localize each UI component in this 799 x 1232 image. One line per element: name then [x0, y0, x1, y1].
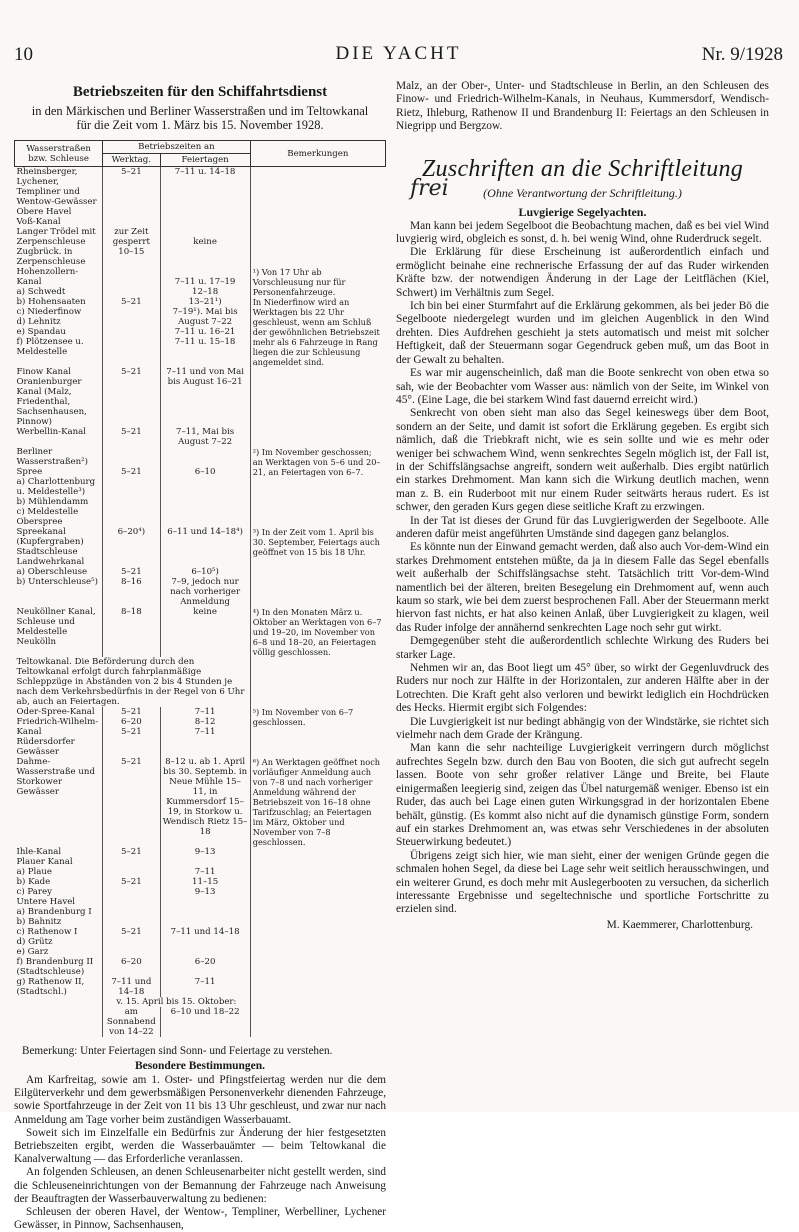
waterway-cell: Spreekanal (Kupfergraben) Stadtschleuse: [16, 527, 84, 557]
remarks-cell: [250, 847, 385, 857]
table-row: [15, 657, 386, 707]
remarks-cell: [250, 367, 385, 427]
col-header-remarks: Bemerkungen: [250, 141, 385, 167]
page-number: 10: [14, 44, 33, 65]
table-row: [15, 227, 386, 267]
waterway-cell: [15, 997, 103, 1007]
holiday-cell: 7–11 und 14–18: [160, 897, 250, 957]
schedule-table: [14, 140, 386, 1037]
waterway-cell: g) Rathenow II, (Stadtschl.): [16, 977, 85, 997]
weekday-cell: 5–21 8–16: [103, 557, 160, 607]
weekday-cell: 5–21: [103, 847, 160, 857]
right-column: [396, 80, 769, 931]
weekday-cell: 6–20: [103, 957, 160, 977]
holiday-cell: 7–11 u. 14–18: [160, 167, 250, 228]
holiday-cell: 8–12 u. ab 1. April bis 30. Septemb. in Neue Mühle 15–11, in Kummersdorf 15–19, in Storkow u. Wendisch Rietz 15–18: [160, 757, 250, 847]
col-header-waterway: Wasserstraßen bzw. Schleuse: [15, 141, 103, 167]
remarks-cell: [250, 657, 385, 707]
holiday-cell: 6–10: [160, 447, 250, 527]
col-header-times: Betriebszeiten an: [103, 141, 251, 154]
weekday-cell: 5–21: [103, 757, 160, 847]
table-row: [15, 267, 386, 367]
waterway-cell: Landwehrkanal a) Oberschleuse b) Unterschleuse⁵): [16, 557, 98, 587]
remarks-cell: [250, 427, 385, 447]
waterway-cell: Hohenzollern-Kanal a) Schwedt b) Hohensaaten c) Niederfinow d) Lehnitz e) Spandau f) Plötzensee u. Meldestelle: [16, 267, 86, 357]
weekday-cell: 8–18: [103, 607, 160, 657]
left-column: [14, 80, 386, 1232]
table-row: [15, 897, 386, 957]
remarks-cell: ¹) Von 17 Uhr ab Vorschleusung nur für Personenfahrzeuge. In Niederfinow wird an Werktagen bis 22 Uhr geschleust, wenn am Schluß der gewöhnlichen Betriebszeit mehr als 6 Fahrzeuge in Rang liegen die zur Schleusung angemeldet sind.: [250, 267, 385, 367]
holiday-cell: 7–11 u. 17–19 12–18 13–21¹) 7–19¹). Mai bis August 7–22 7–11 u. 16–21 7–11 u. 15–18: [160, 267, 250, 367]
col-header-holiday: Feiertagen: [160, 154, 250, 167]
left-paragraph: An folgenden Schleusen, an denen Schleusenarbeiter nicht gestellt werden, sind die Schleuseneinrichtungen von der Bemannung der Fahrzeuge nach Anweisung der Beauftragten der Wasserbauverwaltung zu bedienen:: [14, 1166, 386, 1205]
table-row: [15, 427, 386, 447]
left-paragraph: Soweit sich im Einzelfalle ein Bedürfnis zur Änderung der hier festgesetzten Betriebszeiten ergibt, werden die Wasserbauämter — beim Teltowkanal die Kanalverwaltung — das Erforderliche veranlassen.: [14, 1126, 386, 1166]
table-row: [15, 527, 386, 557]
article-paragraph: Man kann die sehr nachteilige Luvgierigkeit verringern durch möglichst aufrechtes Segeln bzw. durch den Bau von Booten, die sich gut aufrecht segeln lassen. Boote von sehr großer relativer Länge und Breite, bei Flaute einigermaßen leegierig sind, zeigen das Übel naturgemäß weniger. Ebenso ist ein Ruder, das auch bei Lage einen guten Wirkungsgrad in der horizontalen Ebene behält, günstig. (Es kommt also nicht auf die dynamisch günstige Form, sondern auf ein starkes Drehmoment an, was etwas sehr Verschiedenes in der absoluten Steuerwirkung bedeutet.): [396, 742, 769, 849]
issue-number: Nr. 9/1928: [701, 44, 783, 65]
letters-title: Zuschriften an die Schriftleitung: [421, 155, 744, 182]
table-row: [15, 997, 386, 1007]
magazine-title: DIE YACHT: [335, 43, 462, 64]
page-header: [14, 40, 783, 66]
waterway-cell: Dahme-Wasserstraße und Storkower Gewässer: [16, 757, 95, 797]
waterway-cell: [15, 1007, 103, 1037]
remarks-cell: ³) In der Zeit vom 1. April bis 30. September, Feiertags auch geöffnet von 15 bis 18 Uhr.: [250, 527, 385, 557]
holiday-cell: 7–11: [160, 977, 250, 997]
table-row: [15, 707, 386, 757]
weekday-cell: 5–21: [103, 447, 160, 527]
waterway-cell: Neuköllner Kanal, Schleuse und Meldestelle Neukölln: [16, 607, 96, 647]
remarks-cell: [250, 897, 385, 957]
handwritten-mark: frei: [410, 176, 449, 201]
waterway-cell: Langer Trödel mit Zerpenschleuse Zugbrück. in Zerpenschleuse: [16, 227, 96, 267]
waterway-cell: Finow Kanal Oranienburger Kanal (Malz, Friedenthal, Sachsenhausen, Pinnow): [16, 367, 87, 427]
col-header-weekday: Werktag.: [103, 154, 160, 167]
table-row: [15, 557, 386, 607]
weekday-cell: am Sonnabend von 14–22: [103, 1007, 160, 1037]
remarks-cell: [250, 997, 385, 1007]
weekday-cell: 5–21: [103, 367, 160, 427]
schedule-title: Betriebszeiten für den Schiffahrtsdienst: [72, 84, 328, 100]
article-paragraph: Es könnte nun der Einwand gemacht werden, daß also auch Vor-dem-Wind ein starkes Drehmoment entstehen müßte, da ja in diesem Falle das Segel ebenfalls weit außerhalb der Schiffslängsachse steht. Tatsächlich tritt Vor-dem-Wind namentlich bei der älteren, breiten Besegelung ein Drehmoment auf, wenn auch kaum so stark, wie bei dem zuerst besprochenen Fall. Aber der Steuermann merkt hiervon fast nichts, er hat also keinen Anlaß, über Luvgierigkeit zu klagen, weil das Ruder infolge der annähernd senkrechten Lage noch sehr gut wirkt.: [396, 541, 769, 634]
table-row: [15, 957, 386, 977]
author-signature: M. Kaemmerer, Charlottenburg.: [606, 918, 753, 931]
table-row: [15, 167, 386, 228]
weekday-cell: v. 15. April bis 15. Oktober:: [103, 997, 251, 1007]
continued-paragraph: Malz, an der Ober-, Unter- und Stadtschleuse in Berlin, an den Schleusen des Finow- und Friedrich-Wilhelm-Kanals, in Neuhaus, Kummersdorf, Wendisch-Rietz, Ihleburg, Rathenow II und Brandenburg II: Feiertags an den Schleusen in Niegripp und Bergzow.: [396, 80, 769, 133]
article-paragraph: Senkrecht von oben sieht man also das Segel keineswegs über dem Boot, sondern an der Seite, und damit ist sofort die Erklärung gegeben. Es ergibt sich nämlich, daß die Triebkraft nicht, wie es sein sollte und wie es mehr oder weniger bei schwachem Wind, wenn senkrechtes Segeln möglich ist, der Fall ist, in der Schiffslängsachse angreift, sondern weit außerhalb. Dies ergibt natürlich ein starkes Drehmoment. Man kann sich die Wirkung deutlich machen, wenn man z. B. ein Ruderboot mit nur einem Ruder seitwärts heraus rudert. Es ist schwer, den geraden Kurs gegen diese seitliche Kraft zu erzwingen.: [396, 407, 769, 514]
remarks-cell: [250, 1007, 385, 1037]
weekday-cell: 5–21: [103, 897, 160, 957]
table-row: [15, 1007, 386, 1037]
table-row: [15, 607, 386, 657]
remarks-cell: [250, 957, 385, 977]
weekday-cell: 7–11 und 14–18: [103, 977, 160, 997]
holiday-cell: keine: [160, 227, 250, 267]
remarks-cell: ²) Im November geschossen; an Werktagen von 5–6 und 20–21, an Feiertagen von 6–7.: [250, 447, 385, 527]
holiday-cell: 6–11 und 14–18⁴): [160, 527, 250, 557]
article-paragraph: In der Tat ist dieses der Grund für das Luvgierigwerden der Segelboote. Alle anderen dafür meist angeführten Umstände sind dagegen ganz belanglos.: [396, 514, 769, 540]
schedule-table-body: [15, 167, 386, 1038]
remarks-cell: [250, 557, 385, 607]
weekday-cell: 5–21: [103, 167, 160, 228]
left-paragraph: Am Karfreitag, sowie am 1. Oster- und Pfingstfeiertag werden nur die dem Eilgüterverkehr und dem gewerbsmäßigen Personenverkehr dienenden Fahrzeuge, sowie Sportfahrzeuge in der Zeit von 11 bis 13 Uhr geschleust, und zwar nur nach Anmeldung am Tage vorher beim zuständigen Wasserbauamt.: [14, 1074, 386, 1126]
remarks-cell: [250, 977, 385, 997]
holiday-cell: 7–11, Mai bis August 7–22: [160, 427, 250, 447]
weekday-cell: 5–21 6–20 5–21: [103, 707, 160, 757]
remarks-cell: [250, 857, 385, 897]
waterway-cell: Berliner Wasserstraßen²) Spree a) Charlottenburg u. Meldestelle³) b) Mühlendamm c) Meldestelle Oberspree: [16, 447, 96, 527]
remarks-cell: ⁵) Im November von 6–7 geschlossen.: [250, 707, 385, 757]
weekday-cell: 6–20⁴): [103, 527, 160, 557]
weekday-cell: 5–21: [103, 857, 160, 897]
holiday-cell: 7–11 11–15 9–13: [160, 857, 250, 897]
holiday-cell: keine: [160, 607, 250, 657]
waterway-cell: Teltowkanal. Die Beförderung durch den Teltowkanal erfolgt durch fahrplanmäßige Schleppzüge in Abständen von 2 bis 4 Stunden je nach dem Verkehrsbedürfnis in der Regel von 6 Uhr ab, auch an Feiertagen.: [16, 657, 245, 707]
waterway-cell: f) Brandenburg II (Stadtschleuse): [16, 957, 94, 977]
waterway-cell: Oder-Spree-Kanal Friedrich-Wilhelm-Kanal Rüdersdorfer Gewässer: [16, 707, 99, 757]
holiday-cell: 6–20: [160, 957, 250, 977]
left-paragraph: Schleusen der oberen Havel, der Wentow-, Templiner, Werbelliner, Lychener Gewässer, in Pinnow, Sachsenhausen,: [14, 1206, 386, 1232]
waterway-cell: Rheinsberger, Lychener, Templiner und Wentow-Gewässer Obere Havel Voß-Kanal: [16, 167, 97, 227]
table-row: [15, 447, 386, 527]
waterway-cell: Ihle-Kanal: [16, 847, 62, 857]
article-paragraph: Übrigens zeigt sich hier, wie man sieht, einer der wenigen Gründe gegen die schmalen hohen Segel, da diese bei Lage sehr weit seitlich herausschwingen, und ein weiterer Grund, es doch mehr mit Auslegerbooten zu versuchen, da sicherlich interessante Ergebnisse und segeltechnische und sportliche Fortschritte zu erzielen sind.: [396, 849, 769, 916]
article-paragraph: Nehmen wir an, das Boot liegt um 45° über, so wirkt der Gegenluvdruck des Ruders nur noch zur Hälfte in der Horizontalen, zur anderen Hälfte aber in der Lotrechten. Die Kraft geht also verloren und bewirkt lediglich ein Hochdrücken des Hecks. Hiermit ergibt sich Folgendes:: [396, 662, 769, 715]
weekday-cell: 5–21: [103, 427, 160, 447]
holiday-cell: 7–11 und von Mai bis August 16–21: [160, 367, 250, 427]
table-row: [15, 757, 386, 847]
article-paragraph: Demgegenüber steht die außerordentlich schlechte Wirkung des Ruders bei starker Lage.: [396, 635, 769, 661]
letters-subtitle: (Ohne Verantwortung der Schriftleitung.): [483, 185, 682, 200]
article-heading: Luvgierige Segelyachten.: [518, 204, 647, 219]
article-paragraph: Ich bin bei einer Sturmfahrt auf die Erklärung gekommen, als bei jeder Bö die Segelboote niedergelegt wurden und im gleichen Augenblick in den Wind drehten. Dies Aufdrehen geschieht ja stets automatisch und meist mit solcher Heftigkeit, daß der Steuermann sogar Gegendruck geben muß, um das Boot in der Gewalt zu behalten.: [396, 300, 769, 366]
holiday-cell: 7–11 8–12 7–11: [160, 707, 250, 757]
holiday-cell: 6–10 und 18–22: [160, 1007, 250, 1037]
weekday-cell: 5–21: [103, 267, 160, 367]
table-row: [15, 857, 386, 897]
holiday-cell: 9–13: [160, 847, 250, 857]
article-paragraph: Die Erklärung für diese Erscheinung ist außerordentlich einfach und ermöglicht beinahe eine rechnerische Erfassung der auf das Ruder wirkenden Kräfte bzw. der notwendigen Änderung in der Lage der Leitflächen (Kiel, Schwert) im Verhältnis zum Segel.: [396, 246, 769, 299]
waterway-cell: Untere Havel a) Brandenburg I b) Bahnitz c) Rathenow I d) Grütz e) Garz: [16, 897, 92, 957]
table-row: [15, 367, 386, 427]
waterway-cell: Werbellin-Kanal: [16, 427, 87, 437]
special-rules-heading: Besondere Bestimmungen.: [134, 1060, 266, 1072]
holiday-cell: 6–10⁵) 7–9, jedoch nur nach vorheriger Anmeldung: [160, 557, 250, 607]
article-paragraph: Man kann bei jedem Segelboot die Beobachtung machen, daß es bei viel Wind luvgierig wird, obgleich es sonst, d. h. bei wenig Wind, ohne Ruderdruck segelt.: [396, 219, 769, 246]
remarks-cell: [250, 227, 385, 267]
article-paragraph: Die Luvgierigkeit ist nur bedingt abhängig von der Windstärke, sie richtet sich vielmehr nach dem Grade der Krängung.: [396, 715, 769, 742]
weekday-cell: zur Zeit gesperrt 10–15: [103, 227, 160, 267]
remarks-cell: [250, 167, 385, 228]
waterway-cell: Plauer Kanal a) Plaue b) Kade c) Parey: [16, 857, 73, 897]
table-row: [15, 977, 386, 997]
remarks-cell: ⁶) An Werktagen geöffnet noch vorläufiger Anmeldung auch von 7–8 und nach vorheriger Anmeldung während der Betriebszeit von 16–18 ohne Tarifzuschlag; an Feiertagen im März, Oktober und November von 7–8 geschlossen.: [250, 757, 385, 847]
remarks-cell: ⁴) In den Monaten März u. Oktober an Werktagen von 6–7 und 19–20, im November von 6–8 und 18–20, an Feiertagen völlig geschlossen.: [250, 607, 385, 657]
table-row: [15, 847, 386, 857]
schedule-subtitle: in den Märkischen und Berliner Wasserstraßen und im Teltowkanal für die Zeit vom 1. März bis 15. November 1928.: [31, 104, 369, 132]
table-note: Bemerkung: Unter Feiertagen sind Sonn- und Feiertage zu verstehen.: [22, 1045, 333, 1057]
article-paragraph: Es war mir augenscheinlich, daß man die Boote senkrecht von oben etwa so sah, wie der Beobachter vom Wasser aus: nämlich von der Seite, im Winkel von 45°. (Eine Lage, die bei starkem Wind fast dauernd erreicht wird.): [396, 367, 769, 406]
